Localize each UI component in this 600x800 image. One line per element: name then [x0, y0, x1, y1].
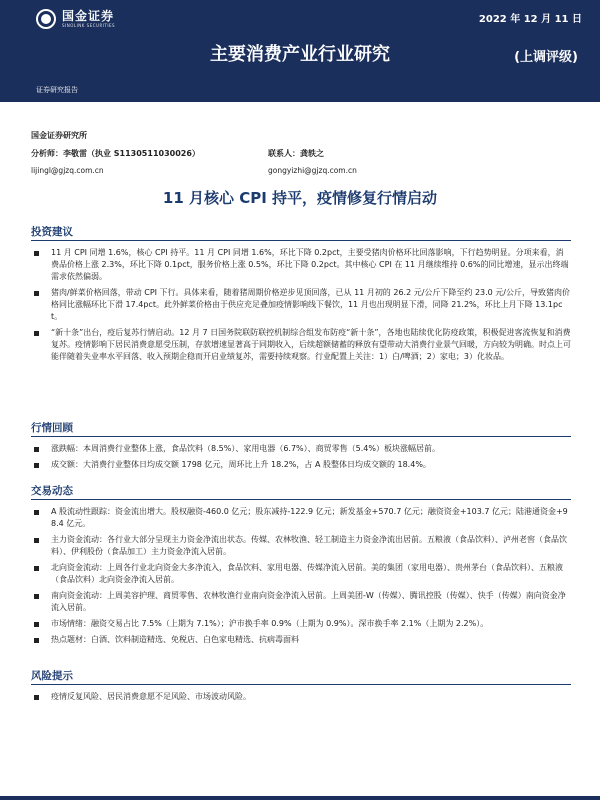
list-item-text: 涨跌幅：本周消费行业整体上涨，食品饮料（8.5%）、家用电器（6.7%）、商贸零售（5.4%）板块涨幅居前。	[51, 444, 440, 453]
logo-english: SINOLINK SECURITIES	[62, 22, 116, 28]
list-item	[31, 459, 571, 471]
list-item	[31, 287, 571, 323]
section-heading: 投资建议	[31, 224, 571, 241]
section-heading: 行情回顾	[31, 420, 571, 437]
list-item-text: 猪肉/鲜菜价格回落，带动 CPI 下行。具体来看，随着猪周期价格逆步见顶回落，已从 11 月初的 26.2 元/公斤下降至约 23.0 元/公斤，导致猪肉价格同比涨幅环比下滑 17.4pct。此外鲜菜价格由于供应充足叠加疫情影响线下餐饮，11 月也出现明显下滑，同降 21.2%，环比上月下降 13.1pct。	[51, 288, 570, 321]
report-title: 主要消费产业行业研究	[210, 44, 390, 65]
bullet-square-icon	[34, 291, 39, 296]
logo-mark-icon	[36, 9, 56, 29]
section-heading: 交易动态	[31, 483, 571, 500]
section-risk	[31, 668, 571, 707]
report-header	[0, 0, 600, 102]
list-item-text: 南向资金流动：上周美容护理、商贸零售、农林牧渔行业南向资金净流入居前。上周美团-W（传媒）、腾讯控股（传媒）、快手（传媒）南向资金净流入居前。	[51, 591, 566, 612]
bullet-square-icon	[34, 695, 39, 700]
bullet-square-icon	[34, 463, 39, 468]
bullet-square-icon	[34, 638, 39, 643]
company-logo	[36, 9, 115, 29]
report-date: 2022 年 12 月 11 日	[478, 14, 582, 25]
report-type: 证券研究报告	[36, 86, 78, 94]
list-item	[31, 634, 571, 646]
main-title: 11 月核心 CPI 持平，疫情修复行情启动	[162, 189, 438, 207]
contact-info: 联系人：龚轶之	[268, 149, 324, 158]
list-item-text: 北向资金流动：上周各行业北向资金大多净流入，食品饮料、家用电器、传媒净流入居前。美的集团（家用电器）、贵州茅台（食品饮料）、五粮液（食品饮料）北向资金净流入居前。	[51, 563, 563, 584]
list-item-text: “新十条”出台，疫后复苏行情启动。12 月 7 日国务院联防联控机制综合组发布防疫“新十条”，各地也陆续优化防疫政策，积极促进客流恢复和消费复苏。疫情影响下居民消费意愿受压制，存款增速显著高于同期收入，后续超额储蓄的释放有望带动大消费行业景气回暖，方向较为明确。时点上可能伴随着失业率水平回落、收入预期企稳而开启业绩复苏，需要持续观察。行业配置上关注：1）白/啤酒；2）家电；3）化妆品。	[51, 328, 571, 361]
list-item-text: A 股流动性跟踪：资金流出增大。股权融资-460.0 亿元；股东减持-122.9 亿元；新发基金+570.7 亿元；融资资金+103.7 亿元；陆港通资金+98.4 亿元。	[51, 507, 568, 528]
list-item	[31, 691, 571, 703]
section-investment	[31, 224, 571, 367]
list-item	[31, 327, 571, 363]
bullet-square-icon	[34, 566, 39, 571]
bullet-square-icon	[34, 594, 39, 599]
bullet-square-icon	[34, 251, 39, 256]
section-trading	[31, 483, 571, 650]
list-item	[31, 562, 571, 586]
bullet-square-icon	[34, 538, 39, 543]
list-item-text: 市场情绪：融资交易占比 7.5%（上期为 7.1%）；沪市换手率 0.9%（上期为 0.9%）。深市换手率 2.1%（上期为 2.2%）。	[51, 619, 489, 628]
list-item	[31, 443, 571, 455]
list-item-text: 主力资金流动：各行业大部分呈现主力资金净流出状态。传媒、农林牧渔、轻工制造主力资金净流出居前。五粮液（食品饮料）、泸州老窖（食品饮料）、伊利股份（食品加工）主力资金净流入居前。	[51, 535, 567, 556]
bullet-square-icon	[34, 331, 39, 336]
list-item-text: 热点题材：白酒、饮料制造精选、免税店、白色家电精选、抗病毒面料	[51, 635, 299, 644]
bullet-square-icon	[34, 622, 39, 627]
list-item	[31, 590, 571, 614]
analyst-info: 分析师：李敬雷（执业 S1130511030026）	[31, 149, 200, 158]
list-item	[31, 534, 571, 558]
rating-label: (上调评级)	[514, 50, 578, 65]
bullet-square-icon	[34, 510, 39, 515]
list-item-text: 疫情反复风险、居民消费意愿不足风险、市场波动风险。	[51, 692, 251, 701]
list-item-text: 11 月 CPI 同增 1.6%，核心 CPI 持平。11 月 CPI 同增 1.6%，环比下降 0.2pct，主要受猪肉价格环比回落影响，下行趋势明显。分项来看，消费品价格上涨 2.3%，环比下降 0.1pct，服务价格上涨 0.5%，环比下降 0.2pct。其中核心 CPI 在 11 月继续维持 0.6%的同比增速，显示出终端需求依然偏弱。	[51, 248, 569, 281]
list-item	[31, 506, 571, 530]
section-heading: 风险提示	[31, 668, 571, 685]
contact-email[interactable]: gongyizhi@gjzq.com.cn	[268, 166, 357, 175]
bullet-square-icon	[34, 447, 39, 452]
list-item-text: 成交额：大消费行业整体日均成交额 1798 亿元，周环比上升 18.2%，占 A 股整体日均成交额的 18.4%。	[51, 460, 431, 469]
section-market-review	[31, 420, 571, 475]
footer-bar	[0, 796, 600, 800]
list-item	[31, 247, 571, 283]
logo-name: 国金证券	[62, 8, 115, 23]
list-item	[31, 618, 571, 630]
institute-name: 国金证券研究所	[31, 131, 87, 140]
analyst-email[interactable]: lijingl@gjzq.com.cn	[31, 166, 104, 175]
